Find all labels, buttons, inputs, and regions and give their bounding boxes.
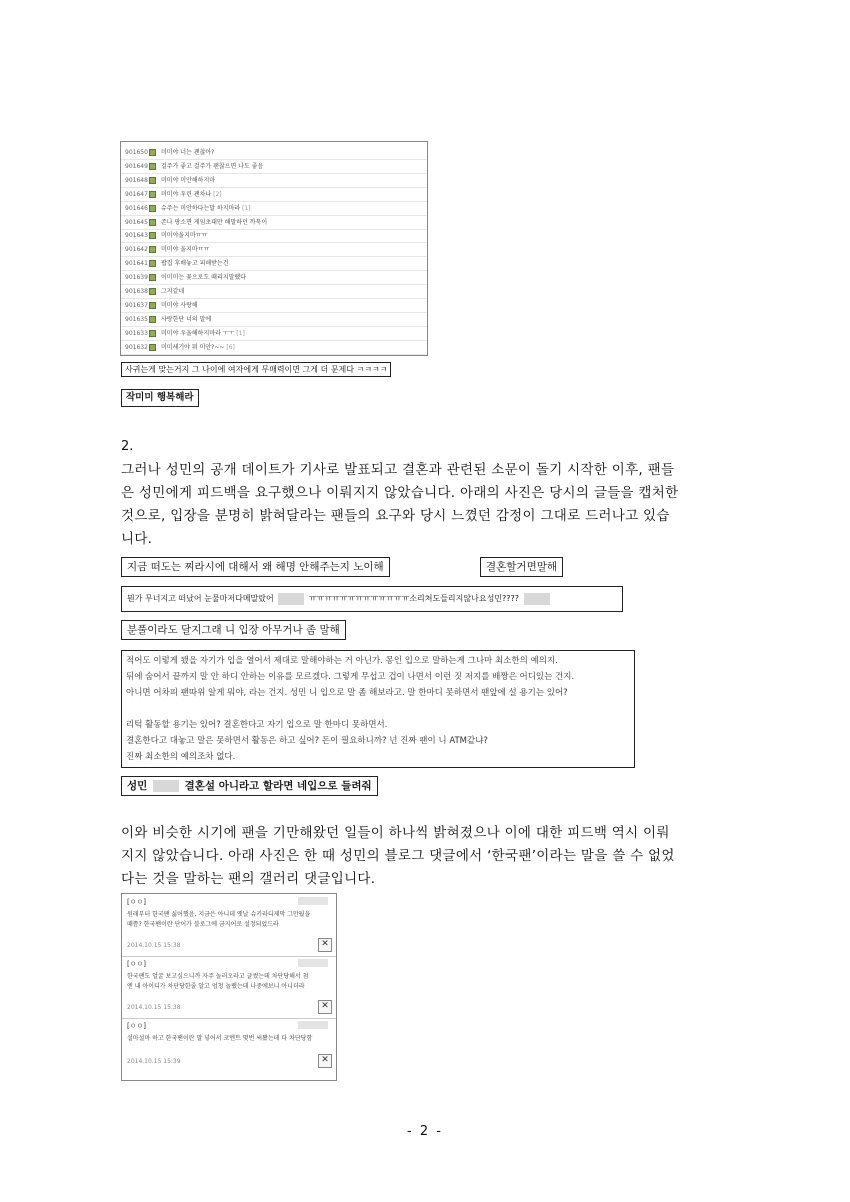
comment-line: 뒤에 숨어서 끝까지 말 안 하디 안하는 이유를 모르겠다. 그렇게 무섭고 겁이 나면서 이런 짓 저지를 배짱은 어디있는 건지.	[126, 672, 575, 682]
post-image-icon	[149, 219, 156, 226]
captured-comment-c	[121, 586, 623, 612]
post-title-text: 미미야 울지마ㅠㅠ	[161, 246, 210, 254]
comment-item	[122, 1018, 336, 1079]
post-title-text: 미미야 너는 괜찮아?	[161, 149, 215, 156]
paragraph-2	[121, 822, 733, 891]
caption-comment-1: 사귀는게 맞는거지 그 나이에 여자에게 무매력이면 그게 더 문제다 ㅋㅋㅋㅋ	[121, 362, 391, 377]
comment-text	[127, 910, 327, 930]
paragraph-line: 다는 것을 말하는 팬의 갤러리 댓글입니다.	[121, 871, 376, 887]
post-number: 901645	[125, 218, 148, 226]
post-image-icon	[149, 316, 156, 323]
comment-author: [ㅇㅇ]	[127, 898, 146, 906]
comment-count: [2]	[213, 190, 222, 198]
comment-author: [ㅇㅇ]	[127, 1022, 146, 1030]
post-number: 901649	[125, 162, 148, 170]
paragraph-1	[121, 459, 733, 551]
post-title-text: 미미야 사랑해	[161, 301, 198, 309]
post-number: 901646	[125, 204, 148, 212]
forum-row[interactable]	[121, 188, 427, 202]
post-title[interactable]	[161, 271, 246, 284]
captured-comment-a: 지금 떠도는 찌라시에 대해서 왜 해명 안해주는지 노이해	[121, 557, 390, 577]
paragraph-line: 니다.	[121, 531, 153, 547]
caption-comment-2: 작미미 행복해라	[121, 389, 199, 407]
forum-row[interactable]	[121, 341, 427, 355]
forum-row[interactable]	[121, 313, 427, 327]
paragraph-line: 그러나 성민의 공개 데이트가 기사로 발표되고 결혼과 관련된 소문이 돌기 시작한 이후, 팬들	[121, 462, 675, 478]
post-title[interactable]	[161, 341, 235, 354]
comment-line: 진짜 최소한의 예의조차 없다.	[126, 752, 236, 762]
delete-comment-button[interactable]: ✕	[318, 1000, 332, 1014]
post-image-icon	[149, 260, 156, 267]
post-number: 901637	[125, 301, 148, 309]
post-image-icon	[149, 344, 156, 351]
comment-line: 리턱 활동할 용기는 있어? 결혼한다고 자기 입으로 말 한마디 못하면서.	[126, 720, 388, 730]
blurred-nickname	[298, 897, 328, 905]
post-title-text: 미미야 우울해하지마라 ㅜㅜ	[161, 329, 235, 337]
comment-text-line: 엔 내 아이디가 차단당한줄 알고 엄청 놀랬는데 나중에보니 아니더라	[127, 983, 305, 990]
delete-comment-button[interactable]: ✕	[318, 1054, 332, 1068]
paragraph-line: 지지 않았습니다. 아래 사진은 한 때 성민의 블로그 댓글에서 ‘한국팬’이라는 말을 쓸 수 없었	[121, 848, 675, 864]
post-title[interactable]	[161, 202, 251, 215]
comment-date: 2014.10.15 15:39	[127, 1058, 181, 1065]
post-image-icon	[149, 232, 156, 239]
post-number: 901641	[125, 260, 148, 268]
captured-comment-long	[121, 650, 635, 768]
post-title[interactable]	[161, 243, 209, 256]
post-image-icon	[149, 246, 156, 253]
forum-row[interactable]	[121, 229, 427, 243]
post-number: 901648	[125, 176, 148, 184]
comment-count: [1]	[236, 329, 245, 337]
captured-comment-b: 결혼할거면말해	[480, 557, 563, 577]
captured-comment-e	[121, 776, 378, 796]
forum-row[interactable]	[121, 257, 427, 271]
forum-row[interactable]	[121, 146, 427, 160]
page-number: - 2 -	[407, 1124, 443, 1139]
captured-comment-e-right: 결혼설 아니라고 할라면 네입으로 들려줘	[184, 780, 372, 792]
post-title[interactable]	[161, 160, 263, 173]
post-image-icon	[149, 163, 156, 170]
forum-row[interactable]	[121, 216, 427, 230]
post-number: 901632	[125, 343, 148, 351]
blurred-nickname	[298, 1021, 328, 1029]
comment-date: 2014.10.15 15:38	[127, 1004, 181, 1011]
post-title[interactable]	[161, 146, 214, 159]
post-title[interactable]	[161, 174, 215, 187]
section-number: 2.	[121, 439, 134, 454]
blurred-text	[153, 780, 179, 792]
post-number: 901638	[125, 288, 148, 295]
post-title[interactable]	[161, 285, 184, 298]
post-title[interactable]	[161, 313, 211, 326]
comment-text	[127, 972, 327, 992]
post-image-icon	[149, 330, 156, 337]
post-title-text: 걸주가 좋고 걸주가 괜찮으면 나도 좋음	[161, 162, 264, 170]
post-title-text: 슈주는 미안하다는말 하지마라	[161, 204, 241, 212]
post-number: 901639	[125, 274, 148, 282]
gallery-comments	[121, 893, 337, 1081]
forum-row[interactable]	[121, 285, 427, 299]
post-title-text: 그지같네	[161, 288, 185, 295]
captured-comment-e-left: 성민	[127, 780, 148, 792]
forum-row[interactable]	[121, 174, 427, 188]
post-image-icon	[149, 149, 156, 156]
forum-row[interactable]	[121, 243, 427, 257]
paragraph-line: 이와 비슷한 시기에 팬을 기만해왔던 일들이 하나씩 밝혀졌으나 이에 대한 피드백 역시 이뤄	[121, 825, 670, 841]
post-title[interactable]	[161, 257, 229, 270]
post-title-text: 이미미는 꽃으로도 때리지말랬다	[161, 274, 246, 282]
post-title[interactable]	[161, 229, 207, 242]
delete-comment-button[interactable]: ✕	[318, 938, 332, 952]
comment-text	[127, 1034, 327, 1044]
post-title-text: 존나 팡소면 게임초대만 해말하던 까묵이	[161, 218, 268, 226]
comment-line: 아니면 어차피 팬따위 알게 뭐야, 라는 건지. 성민 니 입으로 말 좀 해보라고. 말 한마디 못하면서 팬앞에 설 용기는 있어?	[126, 688, 568, 698]
post-number: 901642	[125, 246, 148, 254]
post-image-icon	[149, 177, 156, 184]
post-title-text: 미미야 미안해하지마	[161, 176, 216, 184]
comment-item	[122, 956, 336, 1019]
post-number: 901643	[125, 232, 148, 240]
comment-count: [6]	[226, 343, 235, 351]
forum-row[interactable]	[121, 327, 427, 341]
comment-text-line: 때쯤? 한국팬이란 단어가 블로그에 금지어로 설정되었드라	[127, 921, 279, 928]
post-number: 901647	[125, 190, 148, 198]
post-title[interactable]	[161, 327, 245, 340]
captured-comment-d: 분풀이라도 달지그래 니 입장 아무거나 좀 말해	[121, 620, 346, 640]
post-number: 901650	[125, 149, 148, 156]
comment-author: [ㅇㅇ]	[127, 960, 146, 968]
post-title[interactable]	[161, 299, 198, 312]
forum-row[interactable]	[121, 271, 427, 285]
forum-row[interactable]	[121, 160, 427, 174]
post-image-icon	[149, 274, 156, 281]
comment-text-line: 설마설마 하고 한국팬이란 말 넣어서 코멘트 몇번 써봤는데 다 차단당함	[127, 1035, 313, 1042]
comment-count: [1]	[242, 204, 251, 212]
post-title-text: 팝집 후배놓고 피해받는건	[161, 260, 229, 268]
post-title-text: 미미야 우린 괜차나	[161, 190, 212, 198]
post-title[interactable]	[161, 216, 267, 229]
post-number: 901633	[125, 329, 148, 337]
post-image-icon	[149, 288, 156, 295]
forum-post-list	[120, 141, 428, 356]
comment-date: 2014.10.15 15:38	[127, 942, 181, 949]
post-number: 901635	[125, 315, 148, 323]
paragraph-line: 은 성민에게 피드백을 요구했으나 이뤄지지 않았습니다. 아래의 사진은 당시의 글들을 캡처한	[121, 485, 679, 501]
paragraph-line: 것으로, 입장을 분명히 밝혀달라는 팬들의 요구와 당시 느꼈던 감정이 그대로 드러나고 있습	[121, 508, 670, 524]
post-title[interactable]	[161, 188, 222, 201]
post-title-text: 미미새기야 뭐 미안?~~	[161, 343, 225, 351]
comment-text-line: 원래부터 한국팬 싫어했음, 지금은 아니데 옛날 슈키라디제막 그만뒀을	[127, 911, 311, 918]
comment-text-line: 한국팬도 얼굴 보고싶으니까 자주 놀러오라고 글썼는데 차단당해서 첨	[127, 973, 309, 980]
blurred-text	[524, 593, 550, 605]
blurred-nickname	[298, 959, 328, 967]
post-image-icon	[149, 302, 156, 309]
captured-comment-c-right: ㅠㅠㅠㅠㅠㅠㅠㅠㅠㅠㅠㅠㅠ소리쳐도들리지않나요성민????	[308, 594, 520, 603]
comment-line	[126, 701, 630, 717]
blurred-text	[278, 593, 304, 605]
captured-comment-c-left: 뭔가 무너지고 떠났어 눈물마저다메말랐어	[127, 594, 274, 603]
post-title-text: 사랑한단 너의 말에	[161, 315, 212, 323]
comment-line: 적어도 이렇게 됐을 자기가 입을 열어서 제대로 말해야하는 거 아닌가. 몽인 입으로 말하는게 그나마 최소한의 예의지.	[126, 656, 558, 666]
post-image-icon	[149, 191, 156, 198]
forum-row[interactable]	[121, 299, 427, 313]
forum-row[interactable]	[121, 202, 427, 216]
post-title-text: 미미야울지마ㅠㅠ	[161, 232, 208, 240]
comment-line: 결혼한다고 대놓고 말은 못하면서 활동은 하고 싶어? 돈이 필요하니까? 넌 진짜 팬이 니 ATM같냐?	[126, 736, 488, 746]
post-image-icon	[149, 205, 156, 212]
comment-item	[122, 894, 336, 957]
